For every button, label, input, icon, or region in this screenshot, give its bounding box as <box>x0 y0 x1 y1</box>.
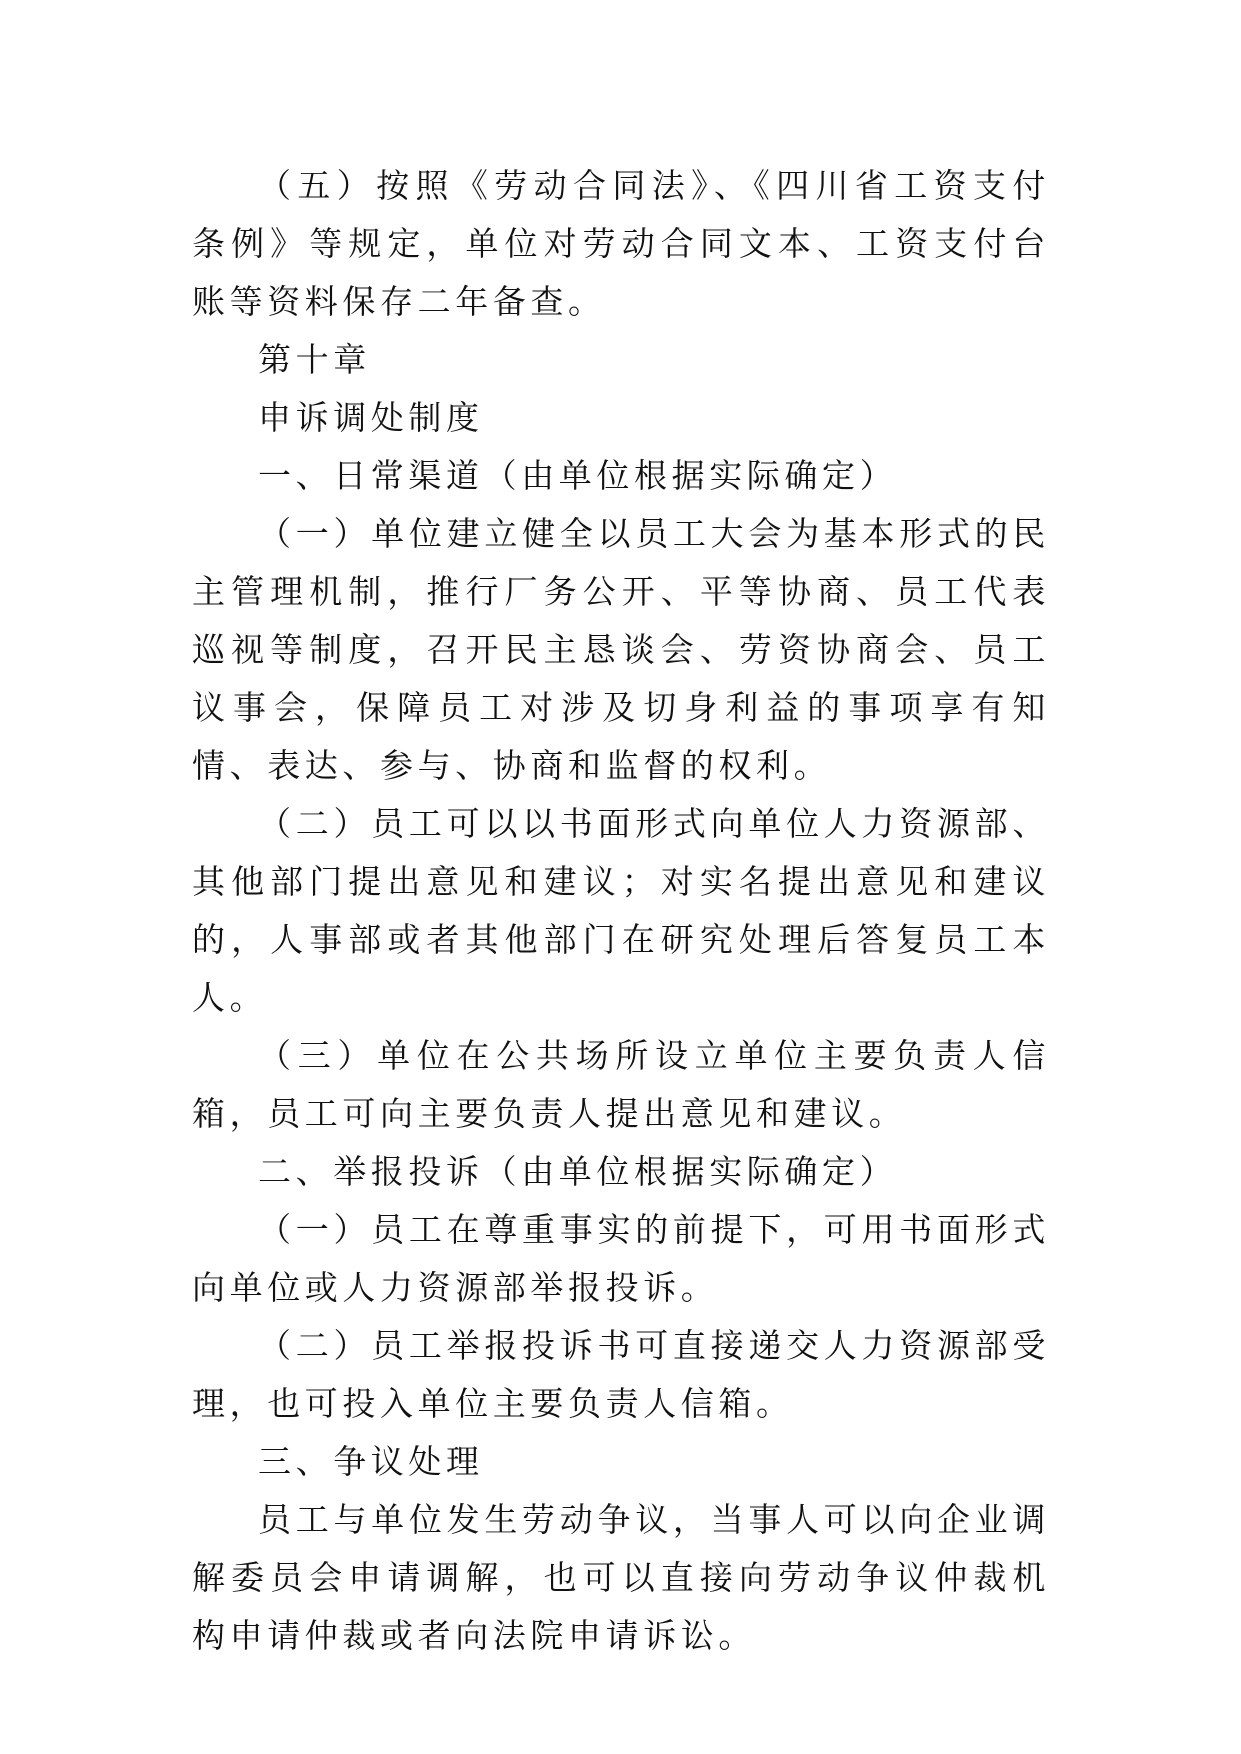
paragraph-daily-channels-1: （一）单位建立健全以员工大会为基本形式的民主管理机制，推行厂务公开、平等协商、员工代表巡视等制度，召开民主恳谈会、劳资协商会、员工议事会，保障员工对涉及切身利益的事项享有知情、表达、参与、协商和监督的权利。 <box>192 514 1050 785</box>
chapter-number: 第十章 <box>258 340 371 379</box>
section-heading-daily-channels: 一、日常渠道（由单位根据实际确定） <box>258 456 898 495</box>
section-heading-disputes: 三、争议处理 <box>258 1442 484 1481</box>
paragraph-complaints-2: （二）员工举报投诉书可直接递交人力资源部受理，也可投入单位主要负责人信箱。 <box>192 1326 1050 1423</box>
paragraph-complaints-1: （一）员工在尊重事实的前提下，可用书面形式向单位或人力资源部举报投诉。 <box>192 1210 1050 1307</box>
paragraph-article-5: （五）按照《劳动合同法》、《四川省工资支付条例》等规定，单位对劳动合同文本、工资支付台账等资料保存二年备查。 <box>192 166 1050 321</box>
paragraph-daily-channels-3: （三）单位在公共场所设立单位主要负责人信箱，员工可向主要负责人提出意见和建议。 <box>192 1036 1050 1133</box>
paragraph-daily-channels-2: （二）员工可以以书面形式向单位人力资源部、其他部门提出意见和建议；对实名提出意见和建议的，人事部或者其他部门在研究处理后答复员工本人。 <box>192 804 1050 1017</box>
paragraph-disputes: 员工与单位发生劳动争议，当事人可以向企业调解委员会申请调解，也可以直接向劳动争议仲裁机构申请仲裁或者向法院申请诉讼。 <box>192 1500 1050 1655</box>
chapter-title: 申诉调处制度 <box>258 398 484 437</box>
document-body <box>192 157 1050 1665</box>
section-heading-complaints: 二、举报投诉（由单位根据实际确定） <box>258 1152 898 1191</box>
